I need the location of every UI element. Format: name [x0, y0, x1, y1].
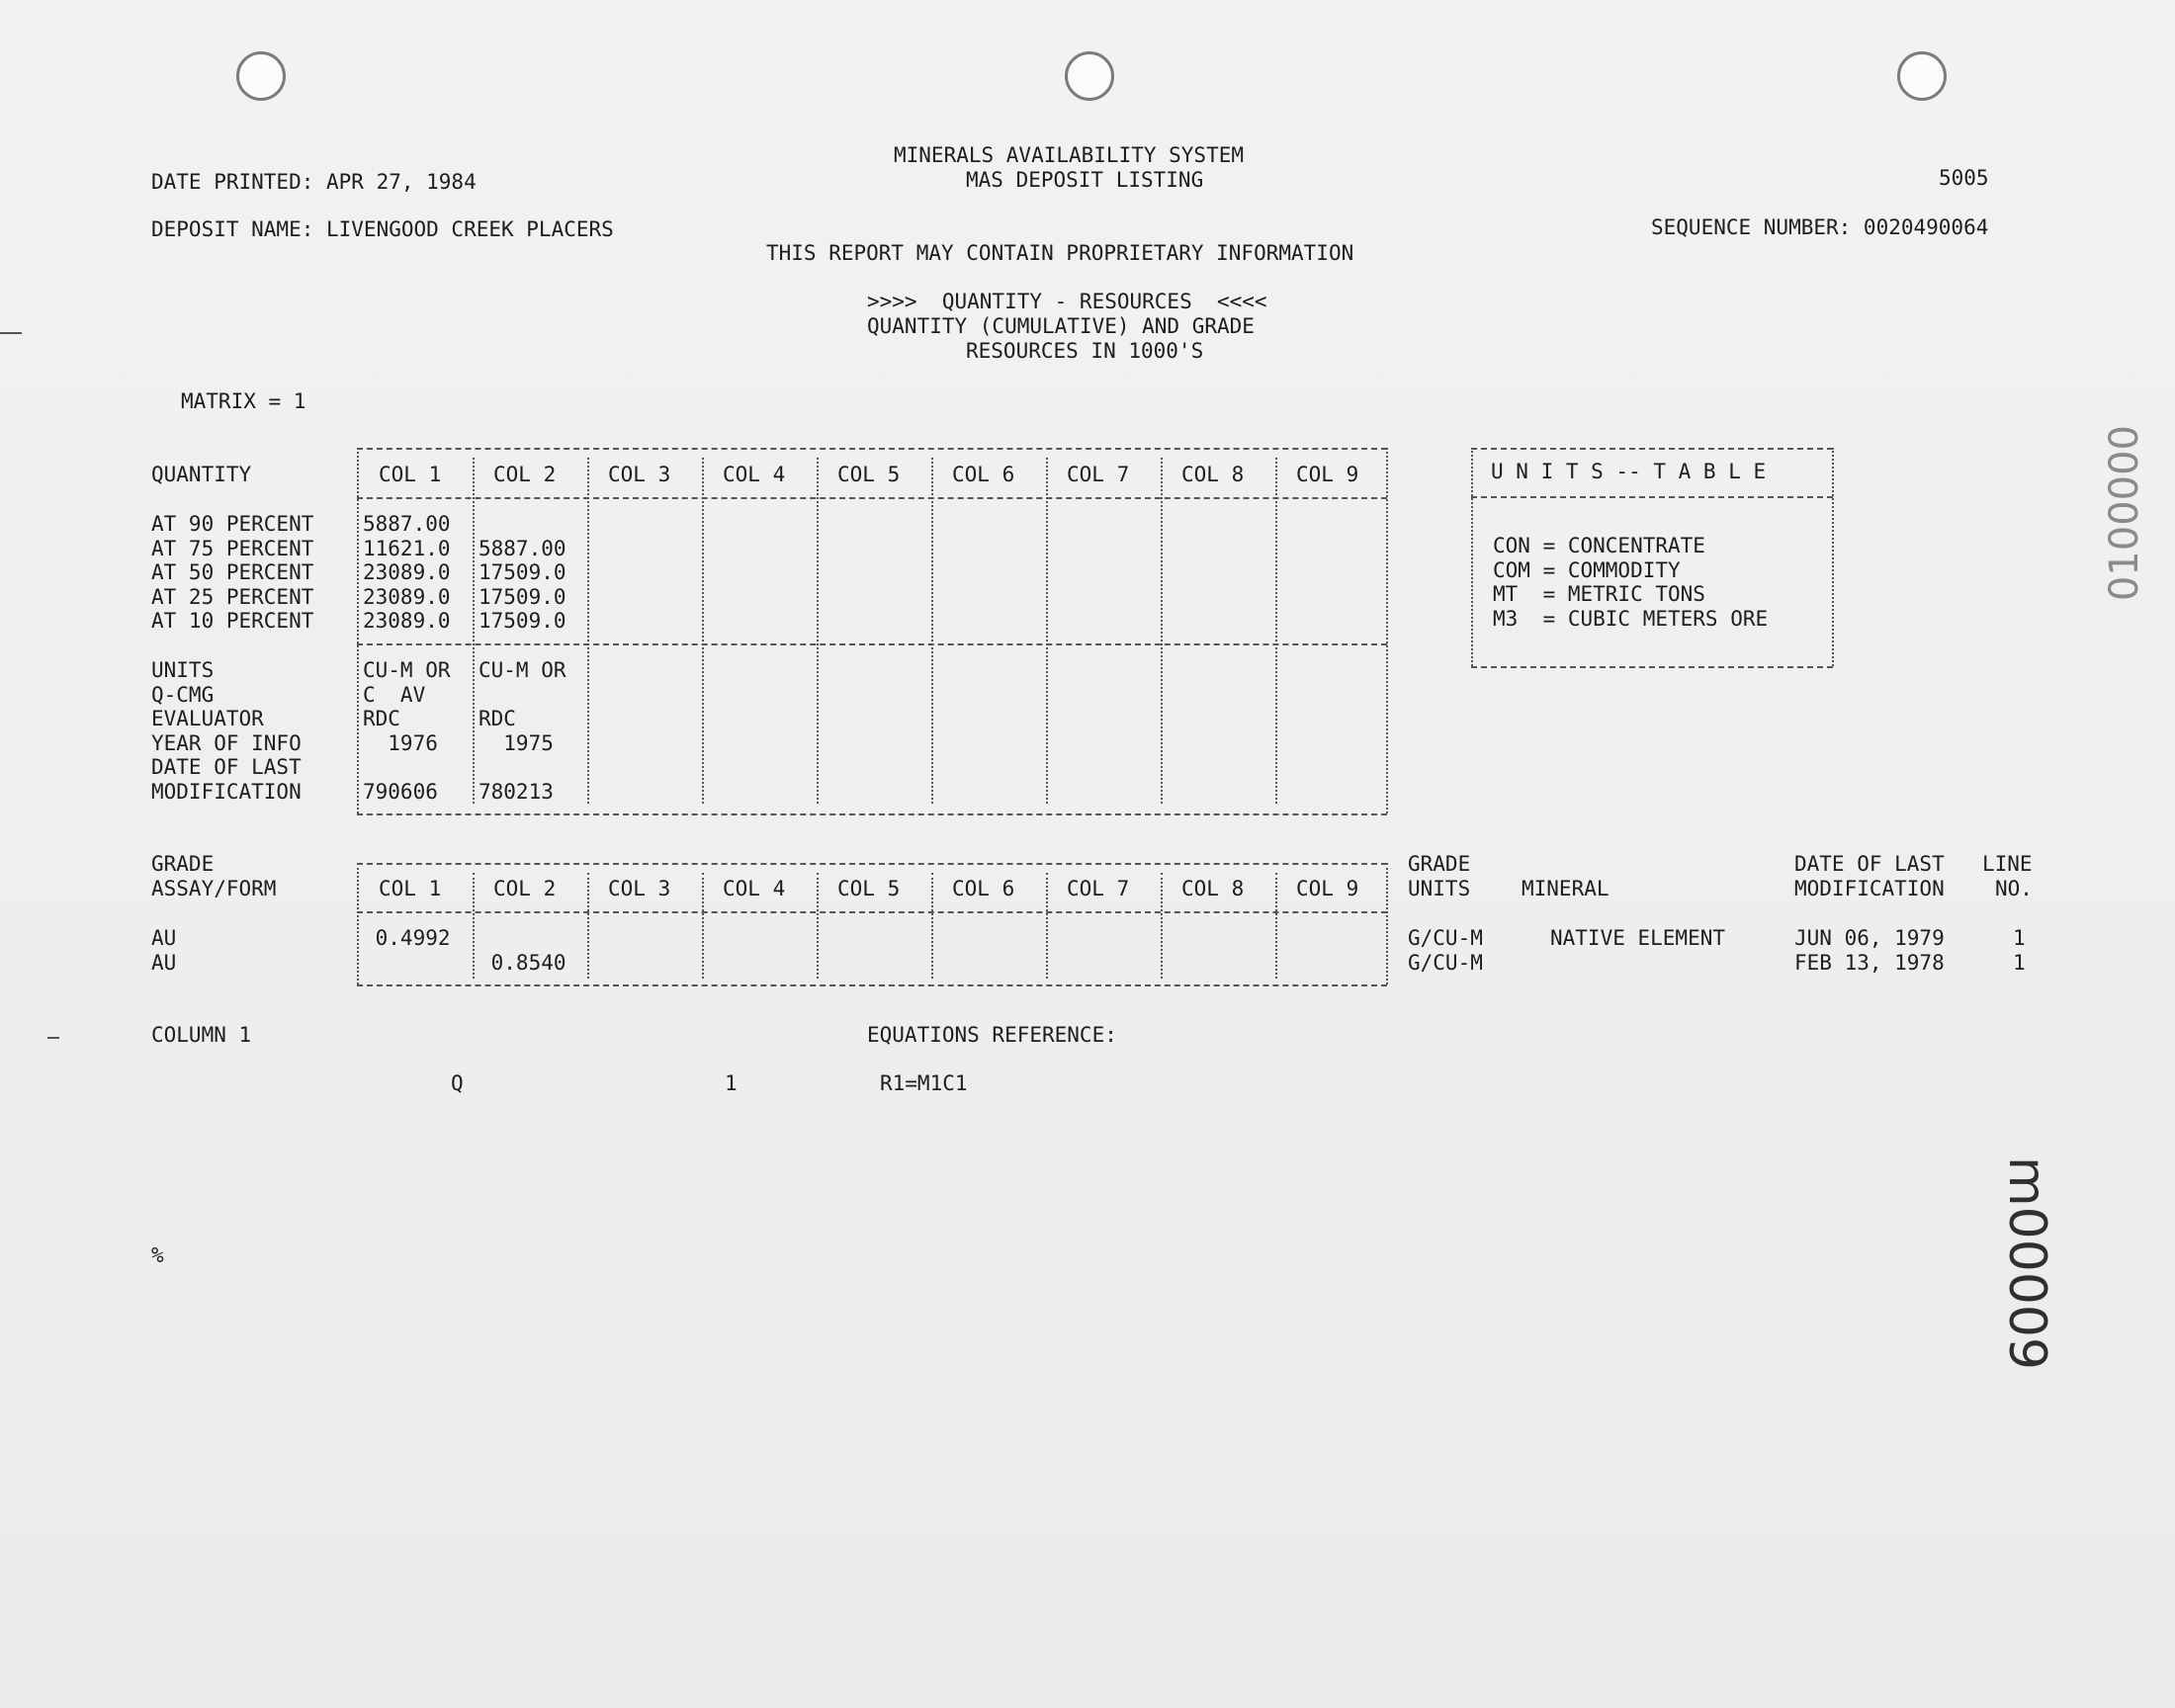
- meta-cell-col2: 780213: [478, 780, 554, 804]
- quantity-table-mid-rule: [357, 643, 1387, 645]
- grade-column-divider: [1275, 873, 1277, 979]
- percent-mark: %: [151, 1243, 164, 1267]
- grade-row-label: AU: [151, 926, 177, 950]
- deposit-name: DEPOSIT NAME: LIVENGOOD CREEK PLACERS: [151, 217, 614, 241]
- grade-row-line-no: 1: [2013, 950, 2026, 975]
- grade-row-date: JUN 06, 1979: [1794, 926, 1945, 950]
- quantity-row-label: AT 25 PERCENT: [151, 584, 314, 609]
- units-table-entry: CON = CONCENTRATE: [1493, 534, 1705, 557]
- quantity-col-6-header: COL 6: [952, 463, 1015, 486]
- meta-row-label: YEAR OF INFO: [151, 730, 302, 755]
- grade-row-mineral: NATIVE ELEMENT: [1550, 926, 1726, 950]
- grade-table-right-edge: [1386, 863, 1388, 984]
- date-header-line2: MODIFICATION: [1794, 877, 1945, 900]
- stamp-number-bottom: m00009: [1997, 1156, 2056, 1371]
- units-table-entry: COM = COMMODITY: [1493, 557, 1681, 582]
- quantity-row-label: AT 50 PERCENT: [151, 560, 314, 585]
- meta-cell-col2: CU-M OR: [478, 658, 566, 682]
- date-header-line1: DATE OF LAST: [1794, 852, 1945, 876]
- grade-row-date: FEB 13, 1978: [1794, 950, 1945, 975]
- quantity-cell-col2: 17509.0: [478, 560, 566, 585]
- grade-col-6-header: COL 6: [952, 877, 1015, 900]
- grade-table-top-rule: [357, 863, 1387, 865]
- assay-form-label: ASSAY/FORM: [151, 877, 277, 900]
- units-table-entry: MT = METRIC TONS: [1493, 582, 1705, 607]
- quantity-table-top-rule: [357, 448, 1387, 450]
- quantity-col-7-header: COL 7: [1067, 463, 1130, 486]
- grade-col-1-header: COL 1: [379, 877, 442, 900]
- meta-cell-col1: 790606: [363, 780, 438, 804]
- quantity-column-divider: [473, 458, 475, 804]
- listing-title: MAS DEPOSIT LISTING: [966, 168, 1204, 192]
- line-header-line1: LINE: [1982, 852, 2033, 876]
- units-table-bottom-rule: [1471, 666, 1833, 668]
- margin-tick-bottom: [47, 1037, 59, 1039]
- meta-cell-col1: C AV: [363, 682, 426, 707]
- quantity-col-2-header: COL 2: [493, 463, 557, 486]
- quantity-table-right-edge: [1386, 448, 1388, 813]
- column-label: COLUMN 1: [151, 1023, 252, 1047]
- proprietary-notice: THIS REPORT MAY CONTAIN PROPRIETARY INFORMATION: [766, 241, 1354, 265]
- quantity-column-divider: [1046, 458, 1048, 804]
- grade-column-divider: [473, 873, 475, 979]
- grade-table-bottom-rule: [357, 984, 1387, 986]
- quantity-column-divider: [587, 458, 589, 804]
- grade-column-divider: [1161, 873, 1163, 979]
- quantity-table-left-edge: [357, 448, 359, 813]
- meta-row-label: MODIFICATION: [151, 780, 302, 804]
- section-units: RESOURCES IN 1000'S: [966, 339, 1204, 363]
- meta-row-label: Q-CMG: [151, 682, 215, 707]
- grade-units-header-line1: GRADE: [1408, 852, 1471, 876]
- quantity-cell-col2: 17509.0: [478, 609, 566, 634]
- grade-column-divider: [1046, 873, 1048, 979]
- quantity-col-8-header: COL 8: [1181, 463, 1245, 486]
- quantity-cell-col1: 11621.0: [363, 536, 451, 560]
- meta-row-label: DATE OF LAST: [151, 755, 302, 780]
- equations-reference-label: EQUATIONS REFERENCE:: [867, 1023, 1117, 1047]
- grade-table-left-edge: [357, 863, 359, 984]
- sequence-number: SEQUENCE NUMBER: 0020490064: [1651, 215, 1989, 239]
- meta-cell-col1: 1976: [363, 730, 438, 755]
- margin-tick-top: [0, 332, 22, 334]
- quantity-col-5-header: COL 5: [837, 463, 901, 486]
- page-number: 5005: [1939, 166, 1989, 190]
- grade-label: GRADE: [151, 852, 215, 876]
- binder-hole-right: [1897, 51, 1947, 101]
- quantity-row-label: AT 90 PERCENT: [151, 512, 314, 536]
- meta-row-label: UNITS: [151, 658, 215, 682]
- date-printed: DATE PRINTED: APR 27, 1984: [151, 170, 477, 194]
- quantity-table-header-rule: [357, 497, 1387, 499]
- quantity-col-9-header: COL 9: [1296, 463, 1359, 486]
- grade-row-label: AU: [151, 950, 177, 975]
- grade-col-3-header: COL 3: [608, 877, 671, 900]
- quantity-cell-col2: 5887.00: [478, 536, 566, 560]
- grade-cell-col1: 0.4992: [363, 926, 451, 950]
- binder-hole-left: [236, 51, 286, 101]
- units-table-header-rule: [1471, 496, 1833, 498]
- equation-q: Q: [451, 1071, 464, 1095]
- quantity-row-label: AT 75 PERCENT: [151, 536, 314, 560]
- grade-column-divider: [587, 873, 589, 979]
- meta-row-label: EVALUATOR: [151, 707, 264, 731]
- quantity-col-3-header: COL 3: [608, 463, 671, 486]
- section-title: >>>> QUANTITY - RESOURCES <<<<: [867, 290, 1267, 313]
- grade-col-5-header: COL 5: [837, 877, 901, 900]
- quantity-row-label: AT 10 PERCENT: [151, 609, 314, 634]
- quantity-column-divider: [702, 458, 704, 804]
- grade-cell-col2: 0.8540: [478, 950, 566, 975]
- meta-cell-col1: RDC: [363, 707, 400, 731]
- quantity-col-4-header: COL 4: [723, 463, 786, 486]
- grade-column-divider: [931, 873, 933, 979]
- grade-col-9-header: COL 9: [1296, 877, 1359, 900]
- grade-row-line-no: 1: [2013, 926, 2026, 950]
- stamp-number-top: 0100000: [2102, 425, 2147, 602]
- grade-units-header-line2: UNITS: [1408, 877, 1471, 900]
- quantity-cell-col1: 23089.0: [363, 560, 451, 585]
- quantity-cell-col2: 17509.0: [478, 584, 566, 609]
- quantity-cell-col1: 23089.0: [363, 584, 451, 609]
- matrix-label: MATRIX = 1: [181, 389, 306, 413]
- grade-col-8-header: COL 8: [1181, 877, 1245, 900]
- equation-index: 1: [725, 1071, 738, 1095]
- binder-hole-center: [1065, 51, 1114, 101]
- grade-col-4-header: COL 4: [723, 877, 786, 900]
- units-table-top-rule: [1471, 448, 1833, 450]
- quantity-cell-col1: 5887.00: [363, 512, 451, 536]
- units-table-entry: M3 = CUBIC METERS ORE: [1493, 606, 1769, 631]
- grade-col-2-header: COL 2: [493, 877, 557, 900]
- grade-column-divider: [817, 873, 819, 979]
- quantity-column-divider: [931, 458, 933, 804]
- quantity-cell-col1: 23089.0: [363, 609, 451, 634]
- grade-table-header-rule: [357, 911, 1387, 913]
- quantity-table-bottom-rule: [357, 813, 1387, 815]
- meta-cell-col2: RDC: [478, 707, 516, 731]
- meta-cell-col1: CU-M OR: [363, 658, 451, 682]
- quantity-column-divider: [1275, 458, 1277, 804]
- system-title: MINERALS AVAILABILITY SYSTEM: [894, 143, 1245, 167]
- section-subtitle: QUANTITY (CUMULATIVE) AND GRADE: [867, 314, 1255, 338]
- quantity-header-label: QUANTITY: [151, 463, 252, 486]
- mineral-header: MINERAL: [1522, 877, 1610, 900]
- quantity-column-divider: [1161, 458, 1163, 804]
- grade-row-units: G/CU-M: [1408, 950, 1483, 975]
- grade-column-divider: [702, 873, 704, 979]
- units-table-right-edge: [1832, 448, 1834, 666]
- line-header-line2: NO.: [1995, 877, 2033, 900]
- units-table-title: U N I T S -- T A B L E: [1491, 460, 1767, 483]
- grade-col-7-header: COL 7: [1067, 877, 1130, 900]
- equation-formula: R1=M1C1: [880, 1071, 968, 1095]
- quantity-column-divider: [817, 458, 819, 804]
- units-table-left-edge: [1471, 448, 1473, 666]
- meta-cell-col2: 1975: [478, 730, 554, 755]
- quantity-col-1-header: COL 1: [379, 463, 442, 486]
- grade-row-units: G/CU-M: [1408, 926, 1483, 950]
